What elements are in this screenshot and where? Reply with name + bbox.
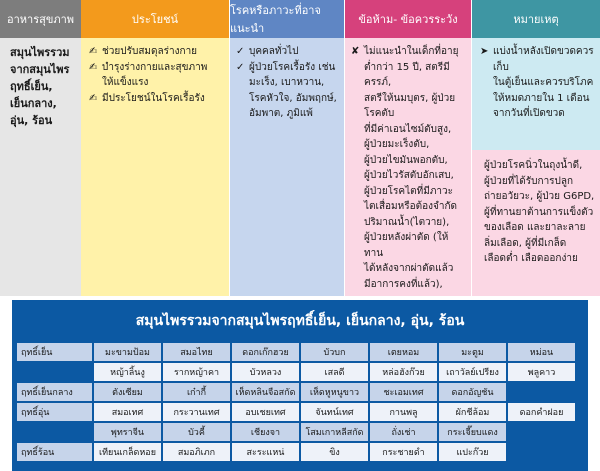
disease-item-text (249, 60, 340, 122)
benefit-item-text (102, 60, 225, 91)
herb-cell: กานพลู (370, 403, 437, 421)
notes-top-cell (472, 38, 600, 150)
herb-cell: ดอกคำฝอย (508, 403, 575, 421)
herb-table-grid (17, 343, 583, 463)
benefit-item-line: บำรุงร่างกายและสุขภาพ (102, 61, 208, 73)
disease-item-line: มะเร็ง, เบาหวาน, (249, 77, 325, 88)
herb-cell: ชะเอมเทศ (370, 383, 437, 401)
pen-icon: ✍ (89, 46, 98, 57)
precautions-cell (345, 38, 471, 296)
herb-cell: สมอไทย (163, 343, 230, 361)
herb-cell: หม่อน (508, 343, 575, 361)
precaution-item-line: ไม่แนะนำในเด็กที่อายุ (364, 46, 459, 57)
herb-cell: ดอกอัญชัน (439, 383, 506, 401)
category-line: จากสมุนไพร (10, 63, 70, 76)
herb-cell: สมอเทศ (94, 403, 161, 421)
herb-row (17, 443, 583, 461)
herb-cell: มะขามป้อม (94, 343, 161, 361)
benefit-item-line: ช่วยปรับสมดุลร่างกาย (102, 46, 198, 57)
herb-cell: อบเชยเทศ (232, 403, 299, 421)
herb-cell: ขิง (301, 443, 368, 461)
cross-icon: ✘ (351, 46, 360, 57)
benefit-item-line: ให้แข็งแรง (102, 77, 149, 88)
category-line: ฤทธิ์เย็น, (10, 80, 53, 93)
header-category: อาหารสุขภาพ (0, 0, 81, 38)
precaution-item-line: ผู้ป่วยไขมันพอกตับ, (364, 154, 448, 166)
pen-icon: ✍ (89, 92, 98, 104)
herb-cell: ดอกเก๊กฮวย (232, 343, 299, 361)
notes-bottom-cell (472, 150, 600, 296)
note-line: ลิ่มเลือด, ผู้ที่มีเกล็ด (484, 237, 567, 249)
herb-cell: ตังเซียม (94, 383, 161, 401)
precaution-item-line: ได้หลังจากผ่าตัดแล้ว (364, 263, 454, 274)
herb-cell: กระเจี๊ยบแดง (439, 423, 506, 441)
herb-row (17, 343, 583, 361)
herb-cell: เห็ดหูหนูขาว (301, 383, 368, 401)
checkmark-icon: ✓ (236, 46, 245, 57)
herb-table-title: สมุนไพรรวมจากสมุนไพรฤทธิ์เย็น, เย็นกลาง, อุ่น, ร้อน (135, 313, 465, 329)
precaution-item-line: ผู้ป่วยไวรัสตับอักเสบ, (364, 170, 454, 181)
herb-row-label: ฤทธิ์อุ่น (17, 403, 92, 421)
herb-cell: เตยหอม (370, 343, 437, 361)
herb-cell: เถาวัลย์เปรียง (439, 363, 506, 381)
herb-cell: เทียนเกล็ดหอย (94, 443, 161, 461)
precaution-item-line: ที่มีค่าเอนไซม์ตับสูง, (364, 123, 452, 135)
herb-cell: เห็ดหลินจือสกัด (232, 383, 299, 401)
herb-cell: มะตูม (439, 343, 506, 361)
category-line: อุ่น, ร้อน (10, 114, 53, 127)
herb-cell: หญ้าลิ้นงู (94, 363, 161, 381)
disease-item (236, 60, 340, 122)
herb-row-label (17, 363, 92, 381)
note-item-line: ให้หมดภายใน 1 เดือน (493, 92, 590, 104)
herb-cell (508, 383, 575, 401)
herb-row-label (17, 423, 92, 441)
note-line: ผู้ป่วยที่ได้รับการปลูก (484, 175, 574, 187)
diseases-cell (230, 38, 344, 296)
header-precautions: ข้อห้าม- ข้อควรระวัง (345, 0, 471, 38)
category-line: สมุนไพรรวม (10, 46, 70, 59)
benefit-item (89, 91, 225, 107)
header-notes: หมายเหตุ (472, 0, 600, 38)
disease-item-line: ผู้ป่วยโรคเรื้อรัง เช่น (249, 61, 336, 73)
disease-item-text (249, 44, 340, 60)
category-cell (0, 38, 81, 296)
precaution-item-line: ผู้ป่วยหลังผ่าตัด (ให้ทาน (364, 232, 449, 259)
precaution-item-line: มีอาการคงที่แล้ว), (364, 278, 443, 290)
herb-row (17, 363, 583, 381)
herb-cell: จันทน์เทศ (301, 403, 368, 421)
herb-cell: เชียงจา (232, 423, 299, 441)
benefit-item (89, 60, 225, 91)
herb-cell: บัวบก (301, 343, 368, 361)
herb-cell: เก๋ากี้ (163, 383, 230, 401)
herb-cell: กระชายดำ (370, 443, 437, 461)
note-item-line: จากวันที่เปิดขวด (493, 108, 565, 119)
note-line: ของเลือด และยาละลาย (484, 222, 586, 233)
header-benefits: ประโยชน์ (81, 0, 229, 38)
herb-cell: ผักชีล้อม (439, 403, 506, 421)
arrow-icon: ➤ (480, 46, 489, 57)
benefit-item-text (102, 44, 225, 60)
note-line: เลือดต่ำ เลือดออกง่าย (484, 253, 578, 264)
herb-cell: บัวคี้ (163, 423, 230, 441)
precaution-item-line: ปริมาณน้ำ(ไตวาย), (364, 216, 450, 228)
herb-cell: โสมเกาหลีสกัด (301, 423, 368, 441)
note-item-line: ในตู้เย็นและควรบริโภค (493, 77, 594, 88)
note-item-line: แบ่งน้ำหลังเปิดขวดควรเก็บ (493, 46, 594, 73)
herb-cell: ถั่งเช่า (370, 423, 437, 441)
herb-row (17, 423, 583, 441)
benefit-item-line: มีประโยชน์ในโรคเรื้อรัง (102, 92, 205, 104)
herb-table-panel (12, 300, 588, 471)
herb-cell: กระวานเทศ (163, 403, 230, 421)
disease-item (236, 44, 340, 60)
herb-cell: แปะก๊วย (439, 443, 506, 461)
benefits-cell (81, 38, 229, 296)
disease-item-line: บุคคลทั่วไป (249, 46, 299, 57)
pen-icon: ✍ (89, 61, 98, 73)
herb-cell: รากหญ้าคา (163, 363, 230, 381)
precaution-item-text (364, 44, 467, 292)
herb-cell (508, 423, 575, 441)
benefit-item-text (102, 91, 225, 107)
benefit-item (89, 44, 225, 60)
herb-cell (508, 443, 575, 461)
checkmark-icon: ✓ (236, 61, 245, 73)
herb-cell: พลูคาว (508, 363, 575, 381)
note-line: ถ่ายอวัยวะ, ผู้ป่วย G6PD, (484, 191, 595, 202)
note-item-text (493, 44, 596, 122)
herb-row (17, 403, 583, 421)
herb-cell: หล่อฮังก๊วย (370, 363, 437, 381)
herb-cell: สมอภิเภก (163, 443, 230, 461)
precaution-item-line: ต่ำกว่า 15 ปี, สตรีมีครรภ์, (364, 61, 450, 88)
herb-cell: สะระแหน่ (232, 443, 299, 461)
note-line: ผู้ที่ทานยาต้านการแข็งตัว (484, 206, 594, 218)
disease-item-line: อัมพาต, ภูมิแพ้ (249, 108, 313, 119)
precaution-item-line: ผู้ป่วยมะเร็งตับ, (364, 139, 430, 150)
herb-cell: เสลดี (301, 363, 368, 381)
herb-row-label: ฤทธิ์ร้อน (17, 443, 92, 461)
precaution-item-line: ผู้ป่วยโรคไตที่มีภาวะ (364, 185, 454, 197)
disease-item-line: โรคหัวใจ, อัมพฤกษ์, (249, 92, 337, 104)
herb-cell: บัวหลวง (232, 363, 299, 381)
herb-row-label: ฤทธิ์เย็น (17, 343, 92, 361)
note-item (480, 44, 596, 122)
category-line: เย็นกลาง, (10, 97, 57, 110)
herb-row-label: ฤทธิ์เย็นกลาง (17, 383, 92, 401)
note-line: ผู้ป่วยโรคนิ่วในถุงน้ำดี, (484, 160, 583, 171)
header-diseases: โรคหรือภาวะที่อาจแนะนำ (230, 0, 344, 38)
precaution-item-line: ไตเสื่อมหรือต้องจำกัด (364, 201, 458, 212)
herb-row (17, 383, 583, 401)
precaution-item-line: สตรีให้นมบุตร, ผู้ป่วยโรคตับ (364, 92, 456, 119)
precaution-item (351, 44, 467, 292)
herb-cell: พุทราจีน (94, 423, 161, 441)
